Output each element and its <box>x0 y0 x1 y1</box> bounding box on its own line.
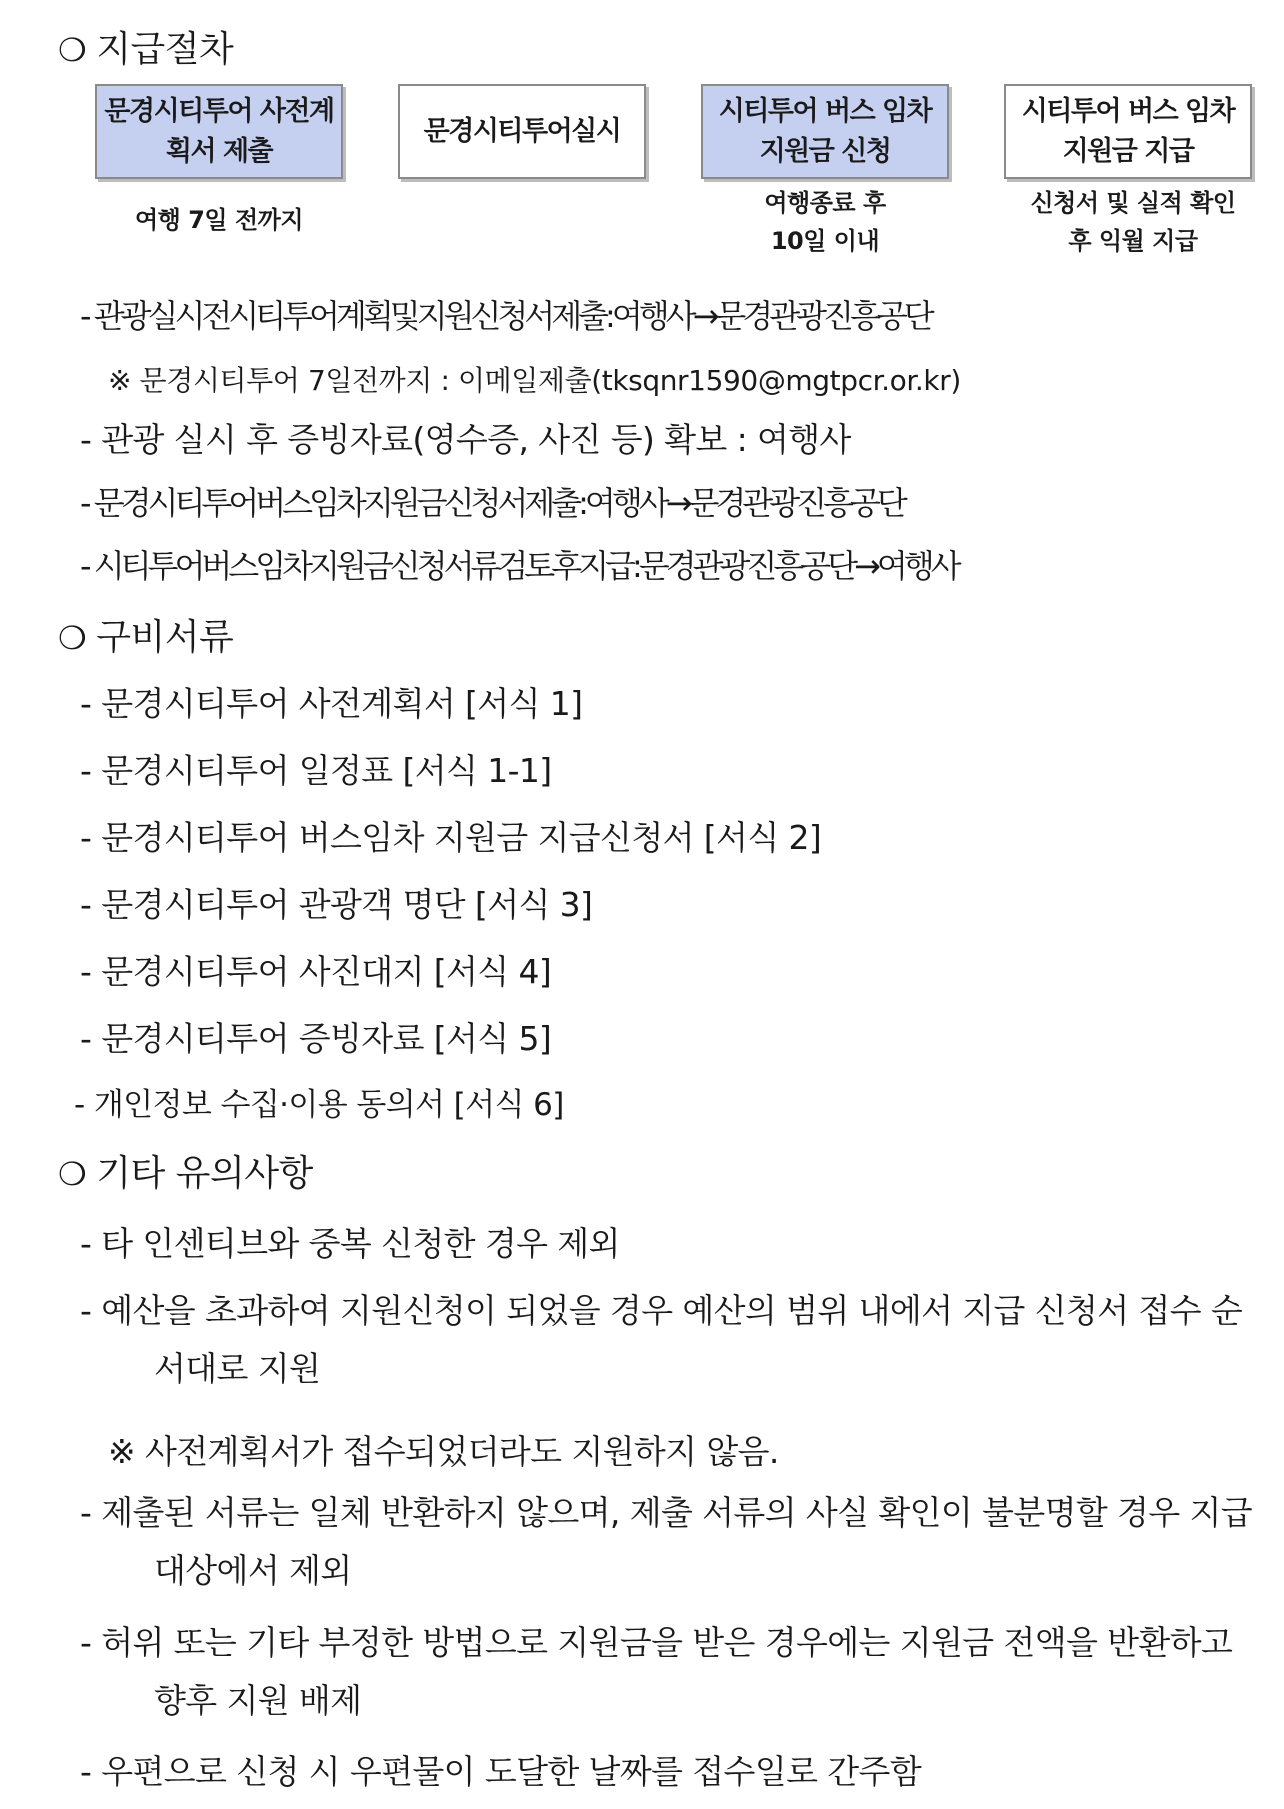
note-item: - 우편으로 신청 시 우편물이 도달한 날짜를 접수일로 간주함 <box>80 1752 922 1791</box>
document-item: - 문경시티투어 증빙자료 [서식 5] <box>80 1019 552 1058</box>
note-item: - 타 인센티브와 중복 신청한 경우 제외 <box>80 1224 620 1263</box>
flow-note-plan-submit: 여행 7일 전까지 <box>134 206 303 234</box>
procedure-item: ※ 문경시티투어 7일전까지 : 이메일제출(tksqnr1590@mgtpcr.or.kr) <box>108 364 961 397</box>
section-heading-notes <box>58 1152 313 1196</box>
section-heading-procedure <box>58 28 233 72</box>
document-item: - 문경시티투어 사전계획서 [서식 1] <box>80 684 583 723</box>
flow-note-grant-apply: 여행종료 후 10일 이내 <box>764 189 886 255</box>
circle-bullet-icon: ❍ <box>58 1155 87 1193</box>
flow-step-grant-pay: 시티투어 버스 임차 지원금 지급 <box>1004 84 1252 179</box>
note-item: - 허위 또는 기타 부정한 방법으로 지원금을 받은 경우에는 지원금 전액을 반환하고 향후 지원 배제 <box>80 1623 1233 1720</box>
document-item: - 문경시티투어 관광객 명단 [서식 3] <box>80 885 593 924</box>
note-item: - 제출된 서류는 일체 반환하지 않으며, 제출 서류의 사실 확인이 불분명할 경우 지급대상에서 제외 <box>80 1493 1253 1590</box>
flow-step-tour-run: 문경시티투어실시 <box>398 84 646 179</box>
procedure-item: - 문경시티투어버스임차지원금신청서제출:여행사→문경관광진흥공단 <box>80 484 904 522</box>
document-item: - 문경시티투어 사진대지 [서식 4] <box>80 952 552 991</box>
section-heading-documents <box>58 616 233 660</box>
section-title: 지급절차 <box>96 29 234 70</box>
circle-bullet-icon: ❍ <box>58 619 87 657</box>
note-item: - 예산을 초과하여 지원신청이 되었을 경우 예산의 범위 내에서 지급 신청서 접수 순서대로 지원 <box>80 1291 1243 1388</box>
document-item: - 문경시티투어 일정표 [서식 1-1] <box>80 751 552 790</box>
flow-step-plan-submit: 문경시티투어 사전계획서 제출 <box>95 84 343 179</box>
flow-step-grant-apply: 시티투어 버스 임차 지원금 신청 <box>701 84 949 179</box>
section-title: 구비서류 <box>96 617 234 658</box>
procedure-item: - 관광 실시 후 증빙자료(영수증, 사진 등) 확보 : 여행사 <box>80 420 851 459</box>
flow-note-grant-pay: 신청서 및 실적 확인 후 익월 지급 <box>1030 189 1236 255</box>
note-item: ※ 사전계획서가 접수되었더라도 지원하지 않음. <box>108 1432 779 1471</box>
document-item: - 개인정보 수집·이용 동의서 [서식 6] <box>74 1087 564 1123</box>
procedure-item: - 관광실시전시티투어계획및지원신청서제출:여행사→문경관광진흥공단 <box>80 297 931 335</box>
document-item: - 문경시티투어 버스임차 지원금 지급신청서 [서식 2] <box>80 818 822 857</box>
procedure-item: - 시티투어버스임차지원금신청서류검토후지급:문경관광진흥공단→여행사 <box>80 547 958 585</box>
circle-bullet-icon: ❍ <box>58 31 87 69</box>
section-title: 기타 유의사항 <box>96 1153 313 1194</box>
